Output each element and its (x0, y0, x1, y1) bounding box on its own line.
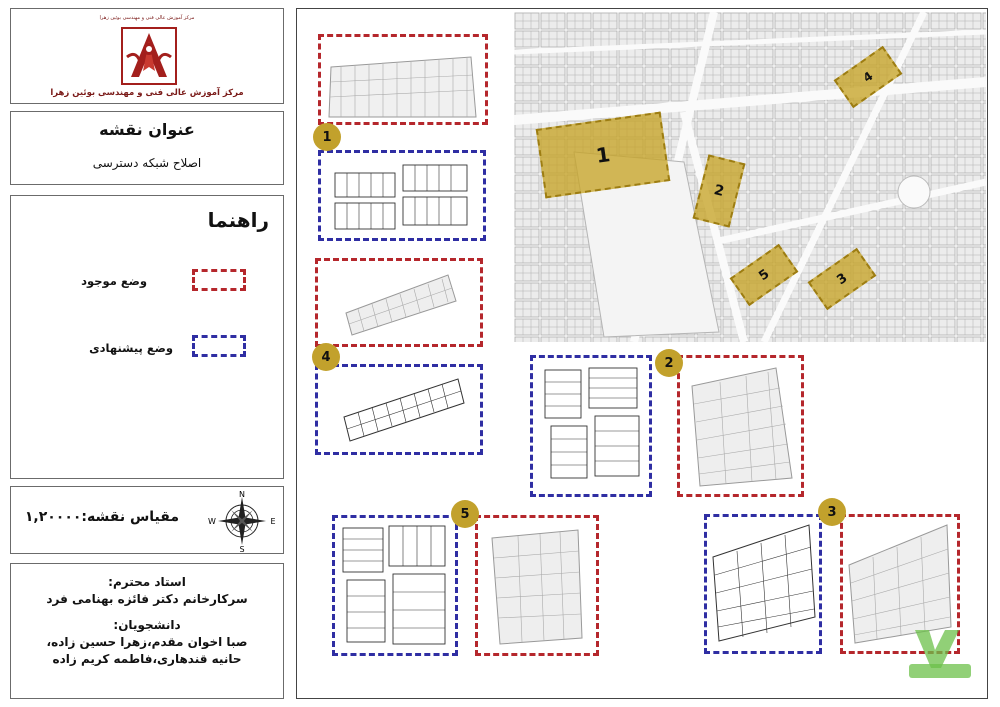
site-highlight-2: 2 (693, 154, 746, 227)
students-label: دانشجویان: (113, 618, 181, 632)
site-1-badge: 1 (313, 123, 341, 151)
site-4-proposed-parcels (318, 367, 480, 452)
logo-panel (10, 8, 284, 104)
site-5-proposed-map (332, 515, 458, 656)
site-2-proposed-map (530, 355, 652, 497)
site-highlight-4: 4 (834, 46, 903, 108)
legend-title: راهنما (207, 208, 269, 232)
compass-w: W (208, 517, 216, 526)
site-5-existing-map (475, 515, 599, 656)
map-title-panel (10, 111, 284, 185)
site-1-proposed-parcels (321, 153, 483, 238)
legend-panel (10, 195, 284, 479)
legend-existing-swatch (192, 269, 246, 291)
compass-e: E (270, 517, 276, 526)
site-5-badge: 5 (451, 500, 479, 528)
site-highlight-3: 3 (808, 248, 877, 310)
site-3-proposed-map (704, 514, 822, 654)
site-2-existing-map (677, 355, 804, 497)
site-2-badge: 2 (655, 349, 683, 377)
scale-text: مقیاس نقشه:۱,۲۰۰۰۰ (24, 509, 179, 525)
site-3-proposed-parcels (707, 517, 819, 651)
site-1-existing-parcels (321, 37, 485, 122)
site-2-proposed-parcels (533, 358, 649, 494)
legend-existing-label: وضع موجود (81, 274, 147, 288)
map-title-subtitle: اصلاح شبکه دسترسی (92, 156, 202, 170)
university-logo-icon (121, 27, 177, 85)
site-1-existing-map (318, 34, 488, 125)
scale-panel (10, 486, 284, 554)
site-4-proposed-map (315, 364, 483, 455)
logo-caption: مرکز آموزش عالی فنی و مهندسی بوئین زهرا (50, 88, 244, 98)
compass-n: N (239, 490, 245, 499)
students-line-1: صبا اخوان مقدم،زهرا حسین زاده، (46, 635, 248, 649)
professor-name: سرکارخانم دکتر فائزه بهنامی فرد (46, 592, 248, 606)
legend-proposed-label: وضع پیشنهادی (89, 341, 173, 355)
credits-panel (10, 563, 284, 699)
compass-s: S (239, 545, 245, 553)
watermark-logo-icon (905, 620, 977, 680)
site-5-existing-parcels (478, 518, 596, 653)
site-highlight-1: 1 (536, 112, 671, 199)
site-5-proposed-parcels (335, 518, 455, 653)
site-highlight-5: 5 (730, 244, 799, 306)
site-4-badge: 4 (312, 343, 340, 371)
compass-rose-icon (207, 489, 277, 553)
site-2-existing-parcels (680, 358, 801, 494)
professor-label: استاد محترم: (108, 575, 186, 589)
site-4-existing-map (315, 258, 483, 347)
legend-proposed-swatch (192, 335, 246, 357)
site-3-badge: 3 (818, 498, 846, 526)
site-4-existing-parcels (318, 261, 480, 344)
students-line-2: حانیه قندهاری،فاطمه کریم زاده (52, 652, 242, 666)
logo-topline: مرکز آموزش عالی فنی و مهندسی بوئین زهرا (99, 15, 195, 21)
site-1-proposed-map (318, 150, 486, 241)
map-title-heading: عنوان نقشه (99, 120, 195, 139)
